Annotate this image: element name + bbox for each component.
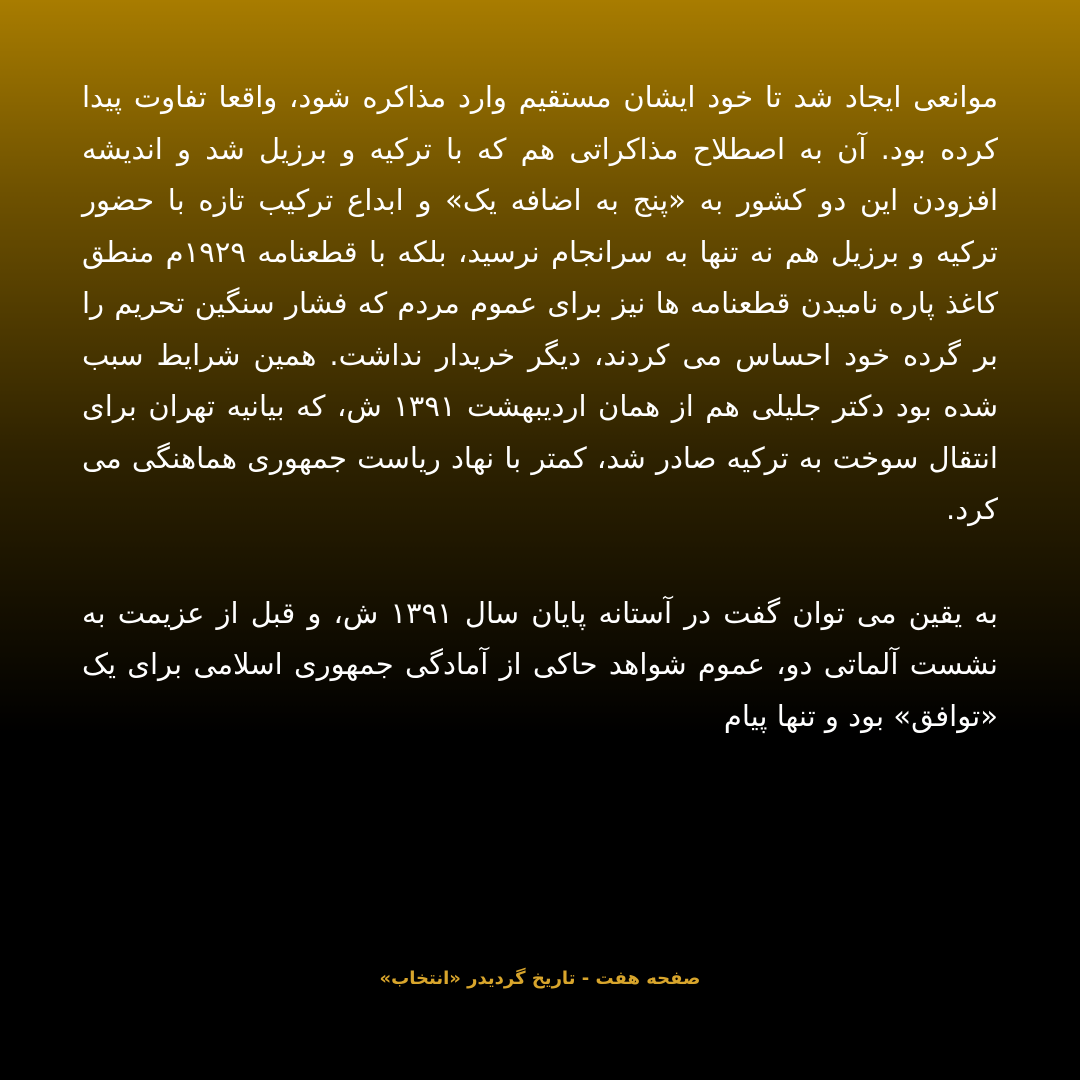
- article-body: [82, 72, 998, 742]
- paragraph-1: موانعی ایجاد شد تا خود ایشان مستقیم وارد مذاکره شود، واقعا تفاوت پیدا کرده بود. آن به اصطلاح مذاکراتی هم که با ترکیه و برزیل شد و اندیشه افزودن این دو کشور به «پنج به اضافه یک» و ابداع ترکیب تازه با حضور ترکیه و برزیل هم نه تنها به سرانجام نرسید، بلکه با قطعنامه ۱۹۲۹م منطق کاغذ پاره نامیدن قطعنامه ها نیز برای عموم مردم که فشار سنگین تحریم را بر گرده خود احساس می کردند، دیگر خریدار نداشت. همین شرایط سبب شده بود دکتر جلیلی هم از همان اردیبهشت ۱۳۹۱ ش، که بیانیه تهران برای انتقال سوخت به ترکیه صادر شد، کمتر با نهاد ریاست جمهوری هماهنگی می کرد.: [82, 80, 999, 526]
- paragraph-2: به یقین می توان گفت در آستانه پایان سال ۱۳۹۱ ش، و قبل از عزیمت به نشست آلماتی دو، عموم شواهد حاکی از آمادگی جمهوری اسلامی برای یک «توافق» بود و تنها پیام: [82, 595, 998, 733]
- page-footer-caption: صفحه هفت - تاریخ گردیدر «انتخاب»: [379, 968, 701, 989]
